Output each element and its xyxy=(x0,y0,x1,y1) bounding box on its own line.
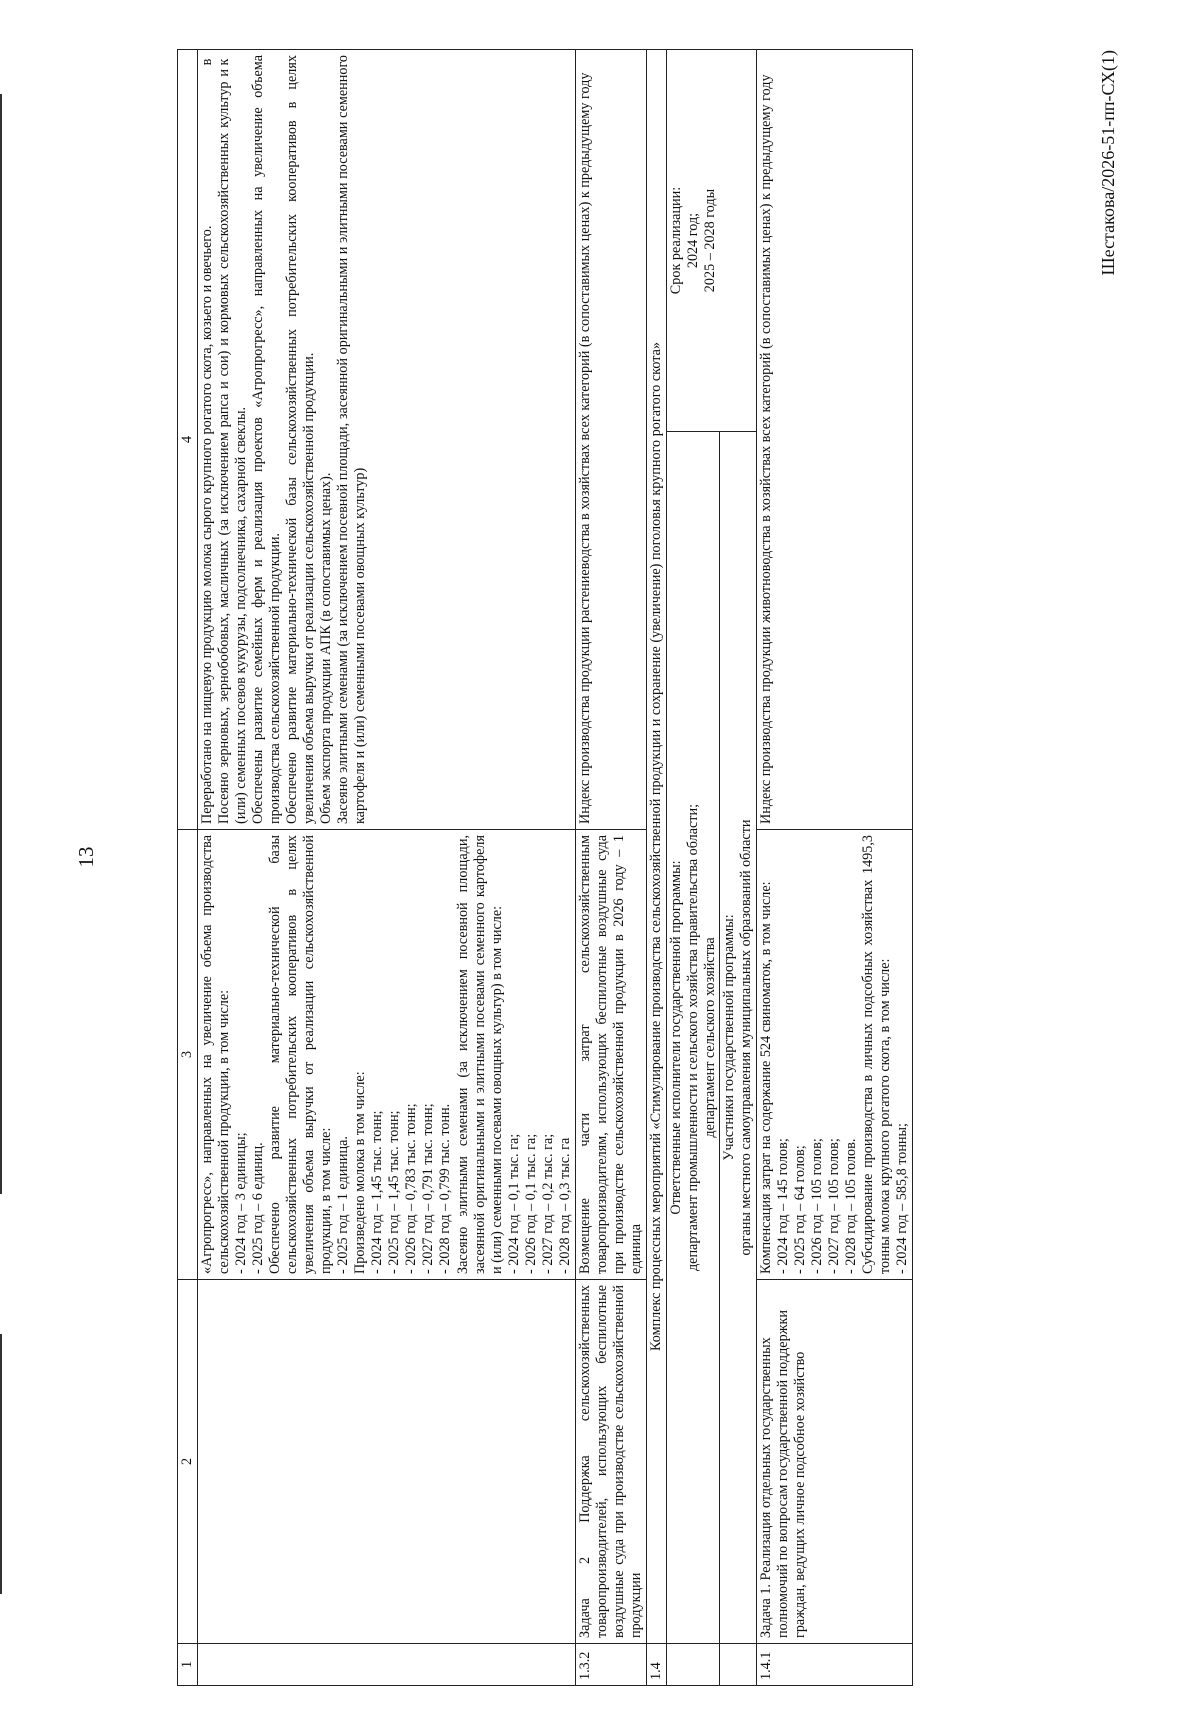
header-col-1: 1 xyxy=(178,1644,198,1686)
indicators-cell: в к Переработано на пищевую продукцию молока сырого крупного рогатого скота, козьего и овечьего. Посеяно зерновых, зернобобовых, масличных (за исключением рапса и сои) и кормовых сельскохозяйственных культур и (или) семенных посевов кукурузы, подсолнечника, сахарной свеклы. Обеспечены развитие семейных ферм и реализация проектов «Агропрогресс», направленных на увеличение объема производства сельскохозяйственной продукции. Обеспечено развитие материально-технической базы сельскохозяйственных потребительских кооперативов в целях увеличения объема выручки от реализации сельскохозяйственной продукции. Объем экспорта продукции АПК (в сопоставимых ценах). Засеяно элитными семенами (за исключением посевной площади, засеянной оригинальными и элитными посевами семенного картофеля и (или) семенными посевами овощных культур) xyxy=(198,50,576,830)
participants-cell: Участники государственной программы: органы местного самоуправления муниципальных образований области xyxy=(719,432,756,1644)
page-number: 13 xyxy=(74,846,98,868)
table-row-1-4-1 xyxy=(757,50,913,1686)
task-cell: Задача 1. Реализация отдельных государственных полномочий по вопросам государственной поддержки граждан, ведущих личное подсобное хозяйство xyxy=(757,1280,913,1644)
scan-edge-line xyxy=(0,94,2,1194)
row-number: 1.4.1 xyxy=(757,1644,913,1686)
row-number: 1.4 xyxy=(646,1644,666,1686)
period-cell: Срок реализации: 2024 год; 2025 – 2028 годы xyxy=(666,50,756,432)
responsible-row xyxy=(666,50,719,1686)
result-cell: Возмещение части затрат сельскохозяйственным товаропроизводителям, использующих беспилотные воздушные суда при производстве сельскохозяйственной продукции в 2026 году – 1 единица xyxy=(575,830,646,1280)
header-col-3: 3 xyxy=(178,830,198,1280)
indicator-cell: Индекс производства продукции животноводства в хозяйствах всех категорий (в сопоставимых ценах) к предыдущему году xyxy=(757,50,913,830)
complex-title: Комплекс процессных мероприятий «Стимулирование производства сельскохозяйственной продукции и сохранение (увеличение) поголовья крупного рогатого скота» xyxy=(646,50,666,1644)
header-row xyxy=(178,50,198,1686)
header-col-2: 2 xyxy=(178,1280,198,1644)
document-code: Шестакова/2026-51-пп-СХ(1) xyxy=(1098,50,1118,276)
header-col-4: 4 xyxy=(178,50,198,830)
indicator-cell: Индекс производства продукции растениеводства в хозяйствах всех категорий (в сопоставимых ценах) к предыдущему году xyxy=(575,50,646,830)
task-cell: Задача 2 Поддержка сельскохозяйственных товаропроизводителей, использующих беспилотные воздушные суда при производстве сельскохозяйственной продукции xyxy=(575,1280,646,1644)
row-number: 1.3.2 xyxy=(575,1644,646,1686)
results-cell: «Агропрогресс», направленных на увеличение объема производства сельскохозяйственной продукции, в том числе: - 2024 год – 3 единицы; - 2025 год – 6 единиц. Обеспечено развитие материально-технической базы сельскохозяйственных потребительских кооперативов в целях увеличения объема выручки от реализации сельскохозяйственной продукции, в том числе: - 2025 год – 1 единица. Произведено молока в том числе: - 2024 год – 1,45 тыс. тонн; - 2025 год – 1,45 тыс. тонн; - 2026 год – 0,783 тыс. тонн; - 2027 год – 0,791 тыс. тонн; - 2028 год – 0,799 тыс. тонн. Засеяно элитными семенами (за исключением посевной площади, засеянной оригинальными и элитными посевами семенного картофеля и (или) семенными посевами овощных культур) в том числе: - 2024 год – 0,1 тыс. га; - 2026 год – 0,1 тыс. га; - 2027 год – 0,2 тыс. га; - 2028 год – 0,3 тыс. га xyxy=(198,830,576,1280)
scan-edge-line xyxy=(0,1334,2,1594)
program-table xyxy=(177,49,913,1686)
responsible-executors: Ответственные исполнители государственной программы: департамент промышленности и сельского хозяйства правительства области; департамент сельского хозяйства xyxy=(666,432,719,1644)
table-row-1-3-2 xyxy=(575,50,646,1686)
result-cell: Компенсация затрат на содержание 524 свиноматок, в том числе: - 2024 год – 145 голов; - 2025 год – 64 голов; - 2026 год – 105 голов; - 2027 год – 105 голов; - 2028 год – 105 голов. Субсидирование производства в личных подсобных хозяйствах 1495,3 тонны молока крупного рогатого скота, в том числе: - 2024 год – 585,8 тонны; xyxy=(757,830,913,1280)
table-row-continuation xyxy=(198,50,576,1686)
table-row-1-4 xyxy=(646,50,666,1686)
